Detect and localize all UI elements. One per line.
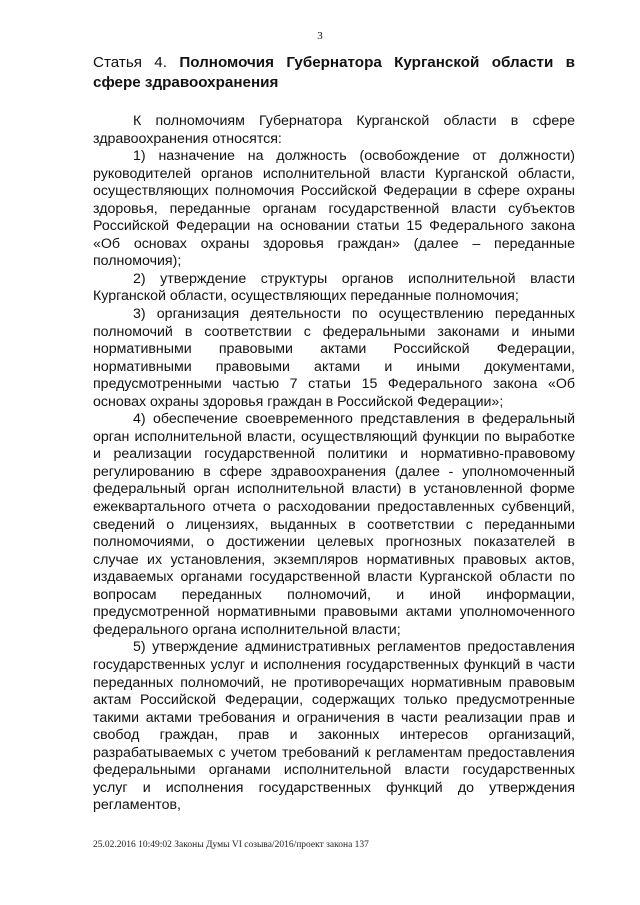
article-title: Полномочия Губернатора Курганской области в сфере здравоохранения bbox=[93, 54, 575, 91]
list-item: 5) утверждение административных регламентов предоставления государственных услуг и исполнения государственных функций в части переданных полномочий, не противоречащих нормативным правовым актам Российской Федерации, содержащих только предусмотренные такими актами требования и ограничения в части реализации прав и свобод граждан, прав и законных интересов организаций, разрабатываемых с учетом требований к регламентам предоставления федеральными органами исполнительной власти государственных услуг и исполнения государственных функций до утверждения регламентов, bbox=[93, 639, 575, 814]
page-number: 3 bbox=[317, 30, 323, 42]
article-label: Статья 4. bbox=[93, 54, 167, 71]
list-item: 1) назначение на должность (освобождение от должности) руководителей органов исполнительной власти Курганской области, осуществляющих полномочия Российской Федерации в сфере охраны здоровья, переданные органам государственной власти субъектов Российской Федерации на основании статьи 15 Федерального закона «Об основах охраны здоровья граждан» (далее – переданные полномочия); bbox=[93, 148, 575, 270]
list-item: 2) утверждение структуры органов исполнительной власти Курганской области, осуществляющих переданные полномочия; bbox=[93, 270, 575, 305]
article-body bbox=[93, 113, 575, 815]
intro-paragraph: К полномочиям Губернатора Курганской области в сфере здравоохранения относятся: bbox=[93, 113, 575, 147]
list-item: 3) организация деятельности по осуществлению переданных полномочий в соответствии с федеральными законами и иными нормативными правовыми актами Российской Федерации, нормативными правовыми актами и иными документами, предусмотренными частью 7 статьи 15 Федерального закона «Об основах охраны здоровья граждан в Российской Федерации»; bbox=[93, 306, 575, 410]
list-item: 4) обеспечение своевременного представления в федеральный орган исполнительной власти, осуществляющий функции по выработке и реализации государственной политики и нормативно-правовому регулированию в сфере здравоохранения (далее - уполномоченный федеральный орган исполнительной власти) в установленной форме ежеквартального отчета о расходовании предоставленных субвенций, сведений о лицензиях, выданных в соответствии с переданными полномочиями, о достижении целевых прогнозных показателей в случае их установления, экземпляров нормативных правовых актов, издаваемых органами государственной власти Курганской области по вопросам переданных полномочий, и иной информации, предусмотренной нормативными правовыми актами уполномоченного федерального органа исполнительной власти; bbox=[93, 411, 575, 638]
article-heading bbox=[93, 53, 575, 93]
document-footer: 25.02.2016 10:49:02 Законы Думы VI созыва/2016/проект закона 137 bbox=[93, 840, 369, 850]
